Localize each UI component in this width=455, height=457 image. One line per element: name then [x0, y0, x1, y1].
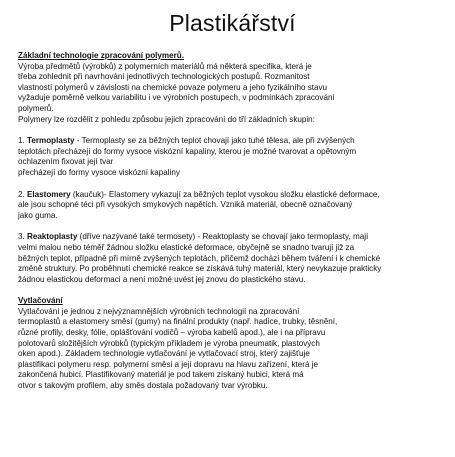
term-description: (dříve nazývané také termosety) - Reaktoplasty se chovají jako termoplasty, mají — [77, 232, 369, 242]
list-number: 2. — [18, 189, 27, 199]
text-line: žádnou elastickou deformaci a není možné uvést jej znovu do plastického stavu. — [18, 274, 306, 284]
text-line: plastifikaci polymeru resp. polymerní směsi a její dopravu na hlavu zařízení, která je — [18, 359, 319, 369]
section-elastomery — [18, 190, 447, 222]
text-line: ale jsou schopné téci při vysokých smykových napětích. Vzniká materiál, obecně označovaný — [18, 200, 353, 210]
term-description: (kaučuk)- Elastomery vykazují za běžných teplot vysokou složku elastické deformace, — [70, 189, 380, 199]
text-line: Vytlačování je jednou z nejvýznamnějších výrobních technologií na zpracování — [18, 306, 300, 316]
section-vytlacovani — [18, 296, 447, 391]
text-line: vlastností polymerů v závislosti na chemické povaze polymeru a jeho fyzikálního stavu — [18, 82, 328, 92]
text-line: Polymery lze rozdělit z pohledu způsobu jejich zpracování do tří základních skupin: — [18, 114, 315, 124]
term-elastomery: Elastomery — [27, 189, 71, 199]
text-line — [18, 190, 447, 201]
text-line: různé profily, desky, fólie, oplášťování vodičů – výroba kabelů apod.), ale i na přípravu — [18, 328, 326, 338]
text-line: ochlazením fixovat její tvar — [18, 157, 114, 167]
text-line: otvor s takovým profilem, aby směs dostala požadovaný tvar výrobku. — [18, 381, 268, 391]
term-termoplasty: Termoplasty — [27, 136, 75, 146]
text-line: oken apod.). Základem technologie vytlačování je vytlačovací stroj, který zajišťuje — [18, 349, 310, 359]
text-line: jako guma. — [18, 210, 58, 220]
text-line: velmi malou nebo téměř žádnou složku elastické deformace, obyčejně se snadno tvarují již za — [18, 242, 355, 252]
section-heading-basics: Základní technologie zpracování polymerů. — [18, 51, 184, 60]
text-line: změně struktury. Po proběhnutí chemické reakce se získává tuhý materiál, který nevykazuje prakticky — [18, 264, 382, 274]
list-number: 3. — [18, 232, 27, 242]
section-heading-vytlacovani: Vytlačování — [18, 296, 63, 306]
term-description: - Termoplasty se za běžných teplot chovají jako tuhé tělesa, ale při zvýšených — [74, 136, 355, 146]
section-reaktoplasty — [18, 232, 447, 285]
text-line: třeba zohlednit při navrhování jednotlivých technologických postupů. Rozmanitost — [18, 72, 310, 82]
text-line: termoplastů a elastomery směsí (gumy) na finální produkty (např. hadice, trubky, těsnění, — [18, 317, 338, 327]
term-reaktoplasty: Reaktoplasty — [27, 232, 78, 242]
text-line — [18, 232, 447, 243]
list-number: 1. — [18, 136, 27, 146]
text-line: běžných teplot, případně při mírně zvýšených teplotách, přičemž dochází během tváření i k chemické — [18, 253, 381, 263]
text-line: vyžaduje poměrně velkou variabilitu i ve výrobních postupech, v podmínkách zpracování — [18, 93, 335, 103]
text-line: zakončená hubicí. Plastifikovaný materiál je pod takem získaný hubici, která má — [18, 370, 304, 380]
text-line — [18, 136, 447, 147]
text-line: teplotách přecházejí do formy vysoce viskózní kapaliny, kterou je možné tvarovat a opětovným — [18, 146, 357, 156]
text-line: přecházejí do formy vysoce viskózní kapaliny — [18, 167, 180, 177]
document-title: Plastikářství — [169, 10, 296, 36]
section-termoplasty — [18, 136, 447, 178]
text-line: Výroba předmětů (výrobků) z polymerních materiálů má některá specifika, která je — [18, 61, 312, 71]
text-line: polotovarů složitějších výrobků (typickým příkladem je výroba pneumatik, plastových — [18, 338, 320, 348]
section-basics — [18, 51, 447, 125]
text-line: polymerů. — [18, 103, 54, 113]
